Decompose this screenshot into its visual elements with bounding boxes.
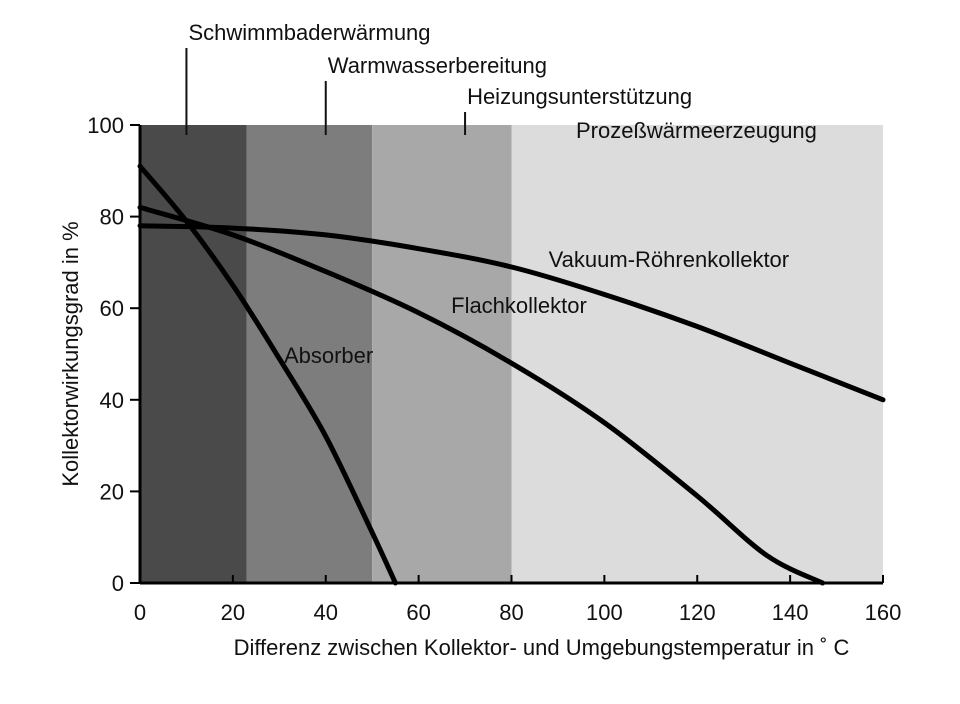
region-band-3 xyxy=(512,125,884,583)
x-tick-label: 40 xyxy=(313,600,338,625)
x-axis-title: Differenz zwischen Kollektor- und Umgebungstemperatur in ˚ C xyxy=(233,635,850,660)
region-labels xyxy=(186,20,816,143)
y-tick-label: 100 xyxy=(87,113,124,138)
region-band-2 xyxy=(372,125,511,583)
y-tick-label: 20 xyxy=(99,479,124,505)
curve-label-vakuum-r-hrenkollektor: Vakuum-Röhrenkollektor xyxy=(548,246,790,272)
region-band-0 xyxy=(140,125,247,583)
x-tick-labels xyxy=(134,600,901,625)
x-tick-label: 0 xyxy=(133,600,147,625)
y-tick-label: 40 xyxy=(99,387,124,413)
x-tick-label: 100 xyxy=(586,600,623,625)
region-label-3: Prozeßwärmeerzeugung xyxy=(576,118,817,143)
x-tick-label: 60 xyxy=(406,600,431,625)
curve-label-absorber: Absorber xyxy=(283,343,374,369)
y-tick-labels xyxy=(87,113,124,596)
x-tick-label: 160 xyxy=(864,600,902,625)
y-tick-label: 80 xyxy=(99,204,124,230)
x-tick-label: 140 xyxy=(771,600,809,625)
region-label-1: Warmwasserbereitung xyxy=(327,53,548,78)
x-tick-label: 20 xyxy=(220,600,246,625)
region-label-0: Schwimmbaderwärmung xyxy=(188,20,431,45)
y-tick-label: 0 xyxy=(111,571,124,596)
x-tick-label: 80 xyxy=(499,600,524,625)
x-tick-label: 120 xyxy=(678,600,716,625)
y-tick-label: 60 xyxy=(99,296,124,322)
y-axis-title: Kollektorwirkungsgrad in % xyxy=(58,221,83,487)
region-label-2: Heizungsunterstützung xyxy=(467,84,693,109)
curve-label-flachkollektor: Flachkollektor xyxy=(451,292,587,318)
